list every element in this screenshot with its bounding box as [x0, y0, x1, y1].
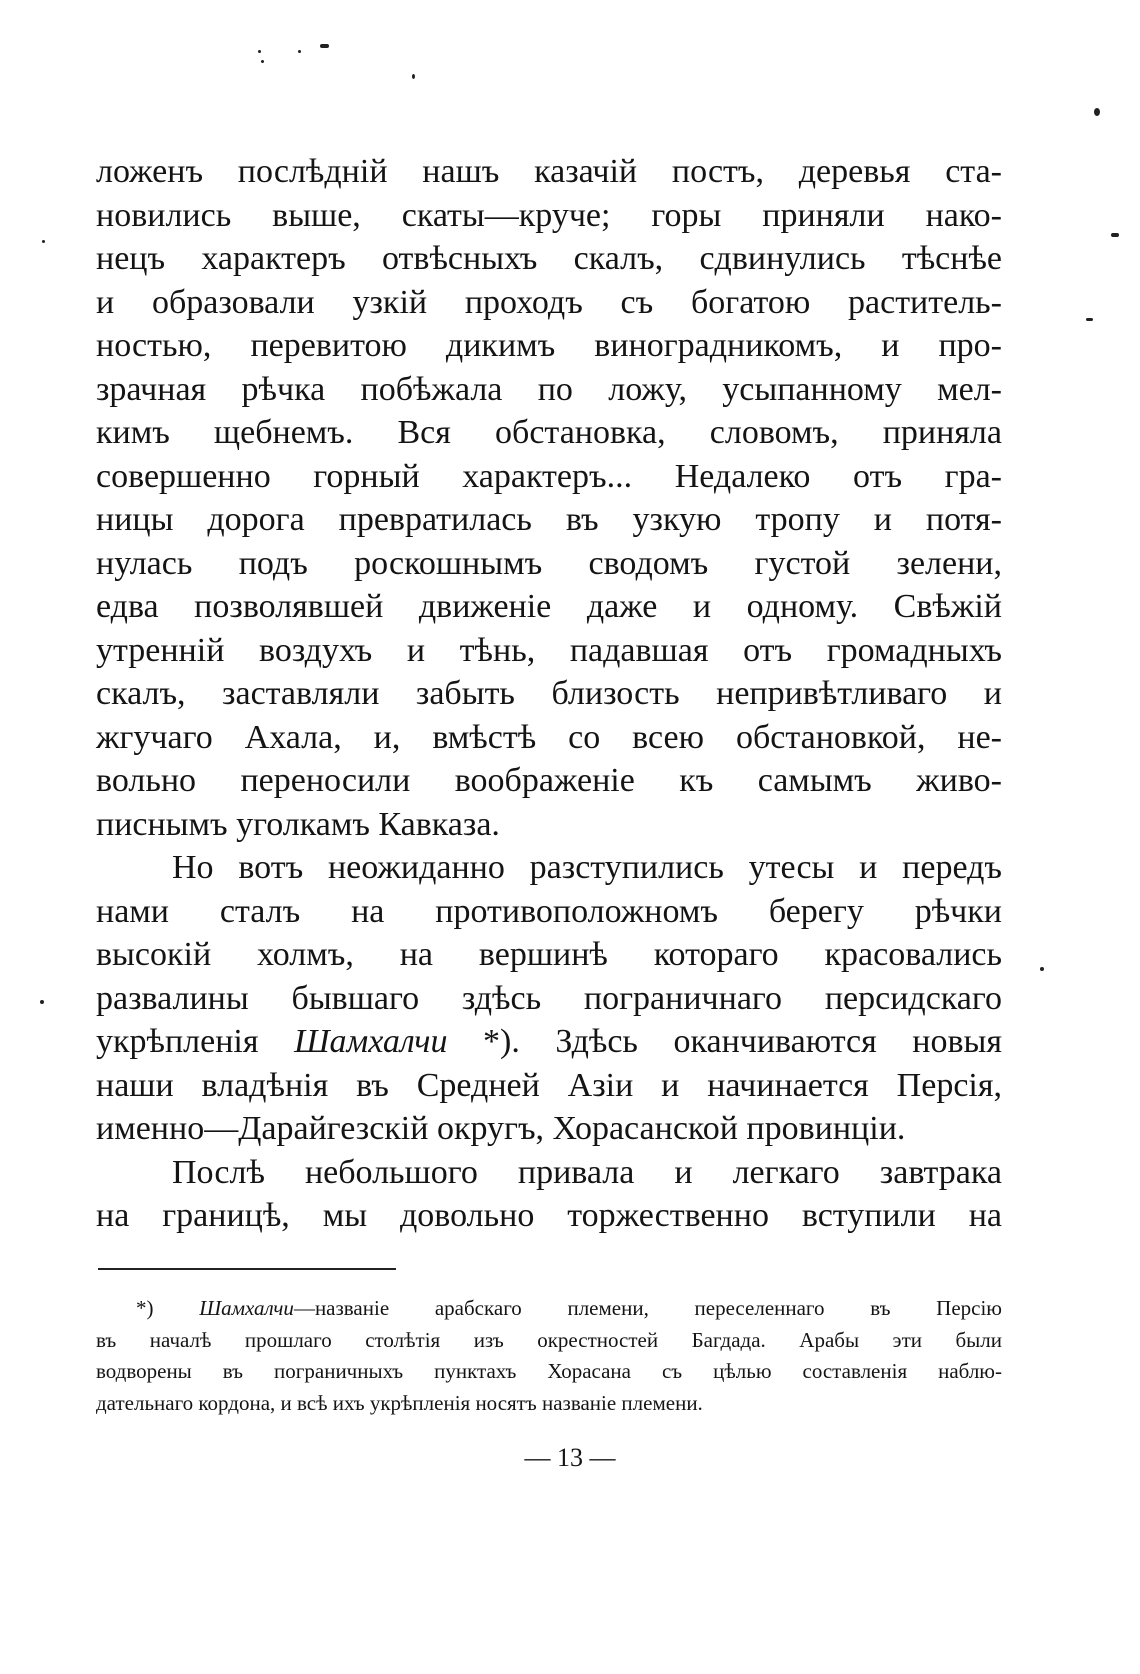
footnote-line: въ началѣ прошлаго столѣтія изъ окрестностей Багдада. Арабы эти были — [96, 1327, 1002, 1352]
text-line: утренній воздухъ и тѣнь, падавшая отъ громадныхъ — [96, 631, 1002, 669]
footnote-divider — [98, 1268, 396, 1270]
italic-term: Шамхалчи — [294, 1023, 448, 1060]
footnote-line: дательнаго кордона, и всѣ ихъ укрѣпленія носятъ названіе племени. — [96, 1390, 703, 1415]
text-line: ложенъ послѣдній нашъ казачій постъ, деревья ста- — [96, 153, 1002, 190]
footnote-term: Шамхалчи — [199, 1296, 294, 1320]
text-line: жгучаго Ахала, и, вмѣстѣ со всею обстановкой, не- — [96, 718, 1002, 756]
footnote-text: —названіе арабскаго племени, переселеннаго въ Персію — [293, 1296, 1002, 1320]
scan-speck — [1040, 967, 1044, 971]
page-number: — 13 — — [524, 1443, 616, 1472]
footnote — [96, 1293, 1002, 1419]
footnote-line — [96, 1293, 1002, 1325]
scan-speck — [1086, 318, 1093, 321]
text-line: зрачная рѣчка побѣжала по ложу, усыпанному мел- — [96, 370, 1002, 408]
scan-speck — [261, 60, 264, 63]
scan-speck — [298, 50, 301, 53]
text-line: едва позволявшей движеніе даже и одному. Свѣжій — [96, 588, 1002, 625]
main-text — [96, 150, 1002, 1238]
text-line: скалъ, заставляли забыть близость непривѣтливаго и — [96, 675, 1002, 712]
footnote-line: водворены въ пограничныхъ пунктахъ Хорасана съ цѣлью составленія наблю- — [96, 1359, 1002, 1383]
scan-speck — [42, 240, 45, 243]
text-line: совершенно горный характеръ... Недалеко отъ гра- — [96, 457, 1002, 495]
text-line: новились выше, скаты—круче; горы приняли нако- — [96, 196, 1002, 234]
text-line: наши владѣнія въ Средней Азіи и начинается Персія, — [96, 1066, 1002, 1104]
text-line: нами сталъ на противоположномъ берегу рѣчки — [96, 892, 1002, 930]
scan-speck — [258, 50, 261, 53]
text-line: именно—Дарайгезскій округъ, Хорасанской провинціи. — [96, 1110, 906, 1147]
text-line: и образовали узкій проходъ съ богатою раститель- — [96, 283, 1002, 321]
scan-speck — [412, 74, 415, 79]
text-line: кимъ щебнемъ. Вся обстановка, словомъ, приняла — [96, 414, 1002, 451]
text-line: писнымъ уголкамъ Кавказа. — [96, 805, 500, 843]
text-line: Но вотъ неожиданно разступились утесы и передъ — [172, 849, 1002, 886]
text-line: высокій холмъ, на вершинѣ котораго красовались — [96, 936, 1002, 973]
scan-speck — [1094, 108, 1100, 116]
scan-speck — [320, 44, 329, 48]
text-line: ностью, перевитою дикимъ виноградникомъ, и про- — [96, 327, 1002, 364]
footnote-marker: *) — [136, 1296, 200, 1320]
text-line: на границѣ, мы довольно торжественно вступили на — [96, 1197, 1002, 1234]
scan-speck — [1111, 233, 1119, 237]
text-line: Послѣ небольшого привала и легкаго завтрака — [172, 1153, 1002, 1191]
text-line: вольно переносили воображеніе къ самымъ живо- — [96, 762, 1002, 799]
text-line: нулась подъ роскошнымъ сводомъ густой зелени, — [96, 544, 1002, 582]
text-segment: укрѣпленія — [96, 1023, 295, 1060]
text-segment: *). Здѣсь оканчиваются новыя — [447, 1023, 1002, 1060]
scan-speck — [40, 1000, 44, 1004]
text-line: ницы дорога превратилась въ узкую тропу и потя- — [96, 501, 1002, 538]
text-line: нецъ характеръ отвѣсныхъ скалъ, сдвинулись тѣснѣе — [96, 240, 1002, 277]
text-line-with-footnote-ref — [96, 1020, 1002, 1064]
text-line: развалины бывшаго здѣсь пограничнаго персидскаго — [96, 979, 1002, 1017]
